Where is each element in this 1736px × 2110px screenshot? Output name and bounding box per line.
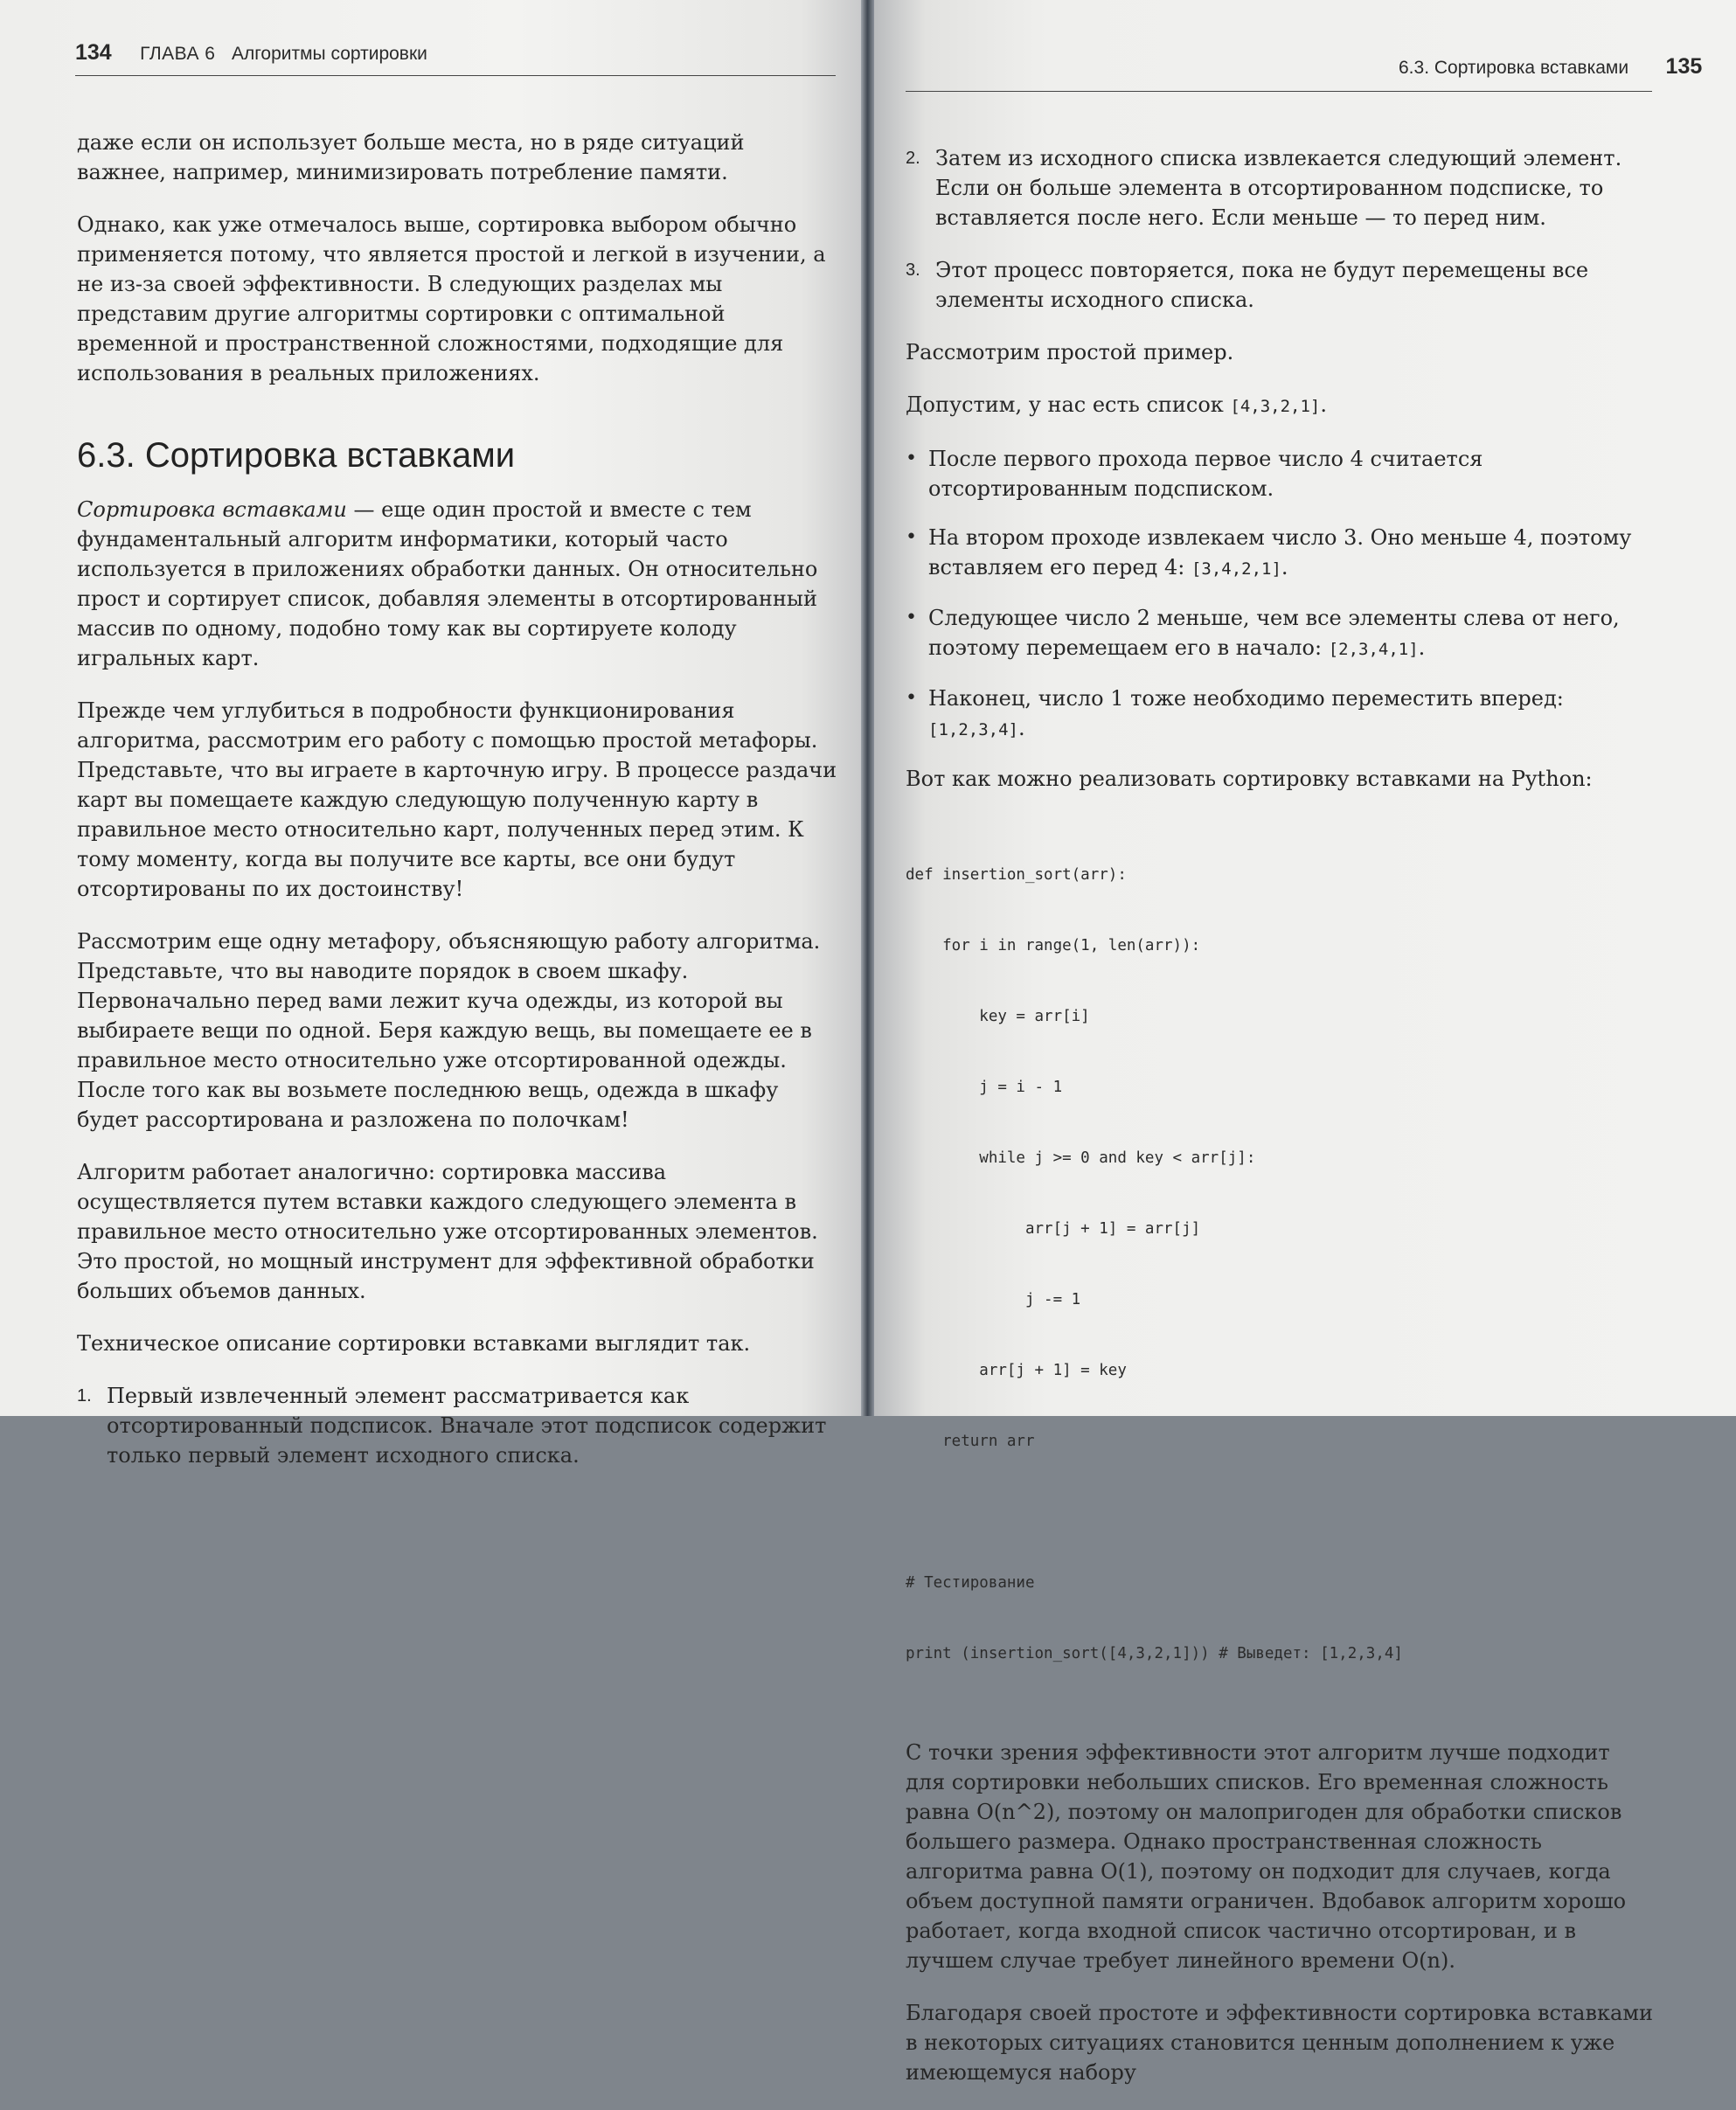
paragraph: Вот как можно реализовать сортировку вставками на Python: — [906, 767, 1593, 791]
paragraph: Благодаря своей простоте и эффективности сортировка вставками в некоторых ситуациях становится ценным дополнением к уже имеющемуся набору — [906, 2001, 1653, 2085]
chapter-label: ГЛАВА 6 — [140, 44, 216, 64]
paragraph: Техническое описание сортировки вставками выглядит так. — [77, 1331, 751, 1356]
inline-code: [3,4,2,1] — [1191, 559, 1281, 579]
book-gutter — [861, 0, 874, 1416]
left-page — [0, 0, 861, 1468]
paragraph: Рассмотрим простой пример. — [906, 340, 1234, 364]
bullet-item — [906, 523, 1654, 584]
intro-text: — еще один простой и вместе с тем фундаментальный алгоритм информатики, который часто используется в приложениях обработки данных. Он относительно прост и сортирует список, добавляя элементы в отсортированный массив по одному, подобно тому как вы сортируете колоду игральных карт. — [77, 497, 818, 670]
bullet-icon: • — [906, 526, 917, 548]
list-number: 3. — [906, 260, 920, 280]
code-line: j = i - 1 — [906, 1079, 1063, 1096]
right-page — [874, 0, 1736, 2085]
inline-code: [4,3,2,1] — [1230, 397, 1321, 416]
bullet-item — [906, 444, 1654, 503]
left-page-number: 134 — [75, 40, 112, 65]
code-line: key = arr[i] — [906, 1008, 1090, 1025]
inline-code: [1,2,3,4] — [928, 720, 1018, 739]
paragraph: Алгоритм работает аналогично: сортировка массива осуществляется путем вставки каждого следующего элемента в правильное место относительно уже отсортированных элементов. Это простой, но мощный инструмент для эффективной обработки больших объемов данных. — [77, 1160, 818, 1303]
bullet-icon: • — [906, 448, 917, 469]
code-line: for i in range(1, len(arr)): — [906, 937, 1201, 954]
bullet-text-part: Следующее число 2 меньше, чем все элементы слева от него, поэтому перемещаем его в начало: — [928, 606, 1620, 660]
sentence-end: . — [1281, 555, 1288, 580]
list-number: 2. — [906, 149, 920, 168]
paragraph — [906, 390, 1654, 421]
code-line: arr[j + 1] = key — [906, 1362, 1127, 1379]
right-header-rule — [906, 91, 1652, 92]
bullet-icon: • — [906, 607, 917, 628]
code-line: def insertion_sort(arr): — [906, 866, 1127, 884]
bullet-text — [928, 684, 1654, 745]
sentence-end: . — [1320, 392, 1328, 417]
intro-paragraph — [77, 495, 837, 673]
chapter-title: Алгоритмы сортировки — [231, 44, 427, 64]
code-line: print (insertion_sort([4,3,2,1])) # Выведет: [1,2,3,4] — [906, 1645, 1403, 1662]
paragraph: Рассмотрим еще одну метафору, объясняющую работу алгоритма. Представьте, что вы наводите порядок в своем шкафу. Первоначально перед вами лежит куча одежды, из которой вы выбираете вещи по одной. Беря каждую вещь, вы помещаете ее в правильное место относительно уже отсортированной одежды. После того как вы возьмете последнюю вещь, одежда в шкафу будет рассортирована и разложена по полочкам! — [77, 929, 821, 1132]
paragraph: С точки зрения эффективности этот алгоритм лучше подходит для сортировки небольших списков. Его временная сложность равна O(n^2), поэтому он малопригоден для обработки списков большего размера. Однако пространственная сложность алгоритма равна O(1), поэтому он подходит для случаев, когда объем доступной памяти ограничен. Вдобавок алгоритм хорошо работает, когда входной список частично отсортирован, и в лучшем случае требует линейного времени O(n). — [906, 1740, 1627, 1973]
bullet-item — [906, 603, 1654, 664]
paragraph: даже если он использует больше места, но в ряде ситуаций важнее, например, минимизировать потребление памяти. — [77, 130, 745, 184]
bullet-text-part: На втором проходе извлекаем число 3. Оно меньше 4, поэтому вставляем его перед 4: — [928, 525, 1632, 580]
sentence-end: . — [1418, 635, 1426, 660]
bullet-text — [928, 523, 1654, 584]
list-item-text: Затем из исходного списка извлекается следующий элемент. Если он больше элемента в отсортированном подсписке, то вставляется после него. Если меньше — то перед ним. — [935, 146, 1622, 230]
bullet-text-part: После первого прохода первое число 4 считается отсортированным подсписком. — [928, 447, 1483, 501]
list-number: 1. — [77, 1386, 92, 1406]
code-block — [906, 816, 1654, 1713]
bullet-text-part: Наконец, число 1 тоже необходимо переместить вперед: — [928, 686, 1564, 711]
left-body — [77, 128, 837, 1493]
inline-code: [2,3,4,1] — [1328, 640, 1419, 659]
code-line — [906, 1501, 1654, 1524]
bullet-item — [906, 684, 1654, 745]
bullet-icon: • — [906, 687, 917, 709]
right-page-header — [1399, 54, 1702, 80]
code-line: # Тестирование — [906, 1574, 1035, 1592]
list-item-text: Этот процесс повторяется, пока не будут перемещены все элементы исходного списка. — [935, 258, 1589, 312]
list-item-text: Первый извлеченный элемент рассматривается как отсортированный подсписок. Вначале этот подсписок содержит только первый элемент исходного списка. — [107, 1384, 827, 1468]
left-header-rule — [75, 75, 836, 76]
code-line: while j >= 0 and key < arr[j]: — [906, 1149, 1256, 1167]
paragraph: Однако, как уже отмечалось выше, сортировка выбором обычно применяется потому, что является простой и легкой в изучении, а не из-за своей эффективности. В следующих разделах мы представим другие алгоритмы сортировки с оптимальной временной и пространственной сложностями, подходящие для использования в реальных приложениях. — [77, 212, 826, 385]
numbered-list-item — [906, 255, 1654, 315]
code-line: return arr — [906, 1433, 1035, 1450]
intro-term: Сортировка вставками — [77, 497, 347, 522]
sentence-end: . — [1017, 716, 1025, 740]
right-page-number: 135 — [1665, 54, 1703, 79]
left-page-header — [75, 40, 427, 66]
paragraph: Прежде чем углубиться в подробности функционирования алгоритма, рассмотрим его работу с помощью простой метафоры. Представьте, что вы играете в карточную игру. В процессе раздачи карт вы помещаете каждую следующую полученную карту в правильное место относительно карт, полученных перед этим. К тому моменту, когда вы получите все карты, все они будут отсортированы по их достоинству! — [77, 698, 837, 901]
list-sentence: Допустим, у нас есть список — [906, 392, 1231, 417]
code-line: j -= 1 — [906, 1291, 1081, 1308]
bullet-text — [928, 603, 1654, 664]
numbered-list-item — [77, 1381, 837, 1470]
right-body — [906, 143, 1654, 2110]
numbered-list-item — [906, 143, 1654, 233]
code-line: arr[j + 1] = arr[j] — [906, 1220, 1201, 1238]
running-title: 6.3. Сортировка вставками — [1399, 58, 1629, 78]
section-heading: 6.3. Сортировка вставками — [77, 436, 516, 475]
bullet-text — [928, 444, 1654, 503]
